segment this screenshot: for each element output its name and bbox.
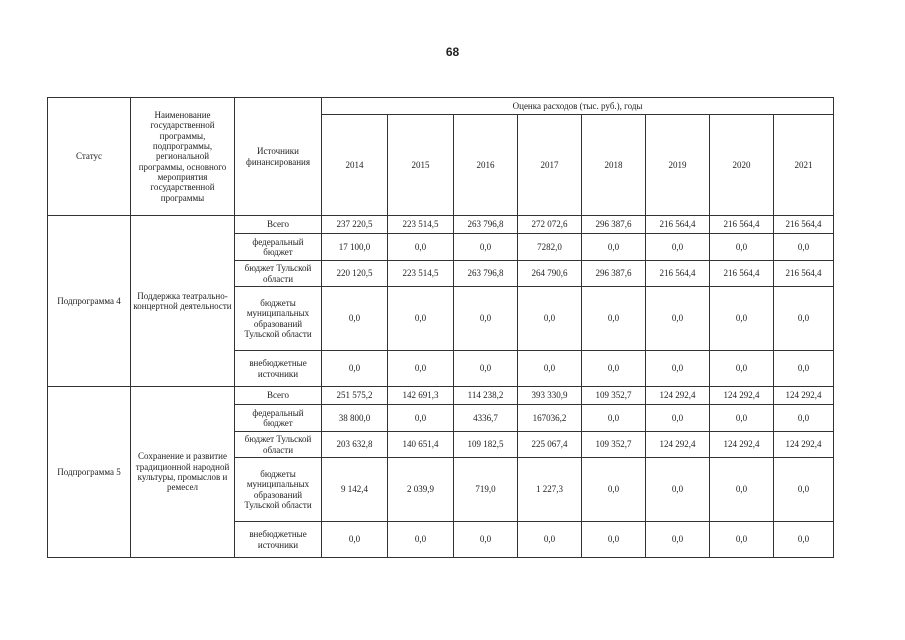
header-year: 2018 (582, 115, 646, 216)
expense-value: 263 796,8 (454, 261, 518, 287)
expense-value: 0,0 (388, 522, 454, 558)
expense-value: 9 142,4 (322, 458, 388, 522)
expense-value: 124 292,4 (710, 432, 774, 458)
expense-value: 0,0 (454, 287, 518, 351)
expense-value: 223 514,5 (388, 261, 454, 287)
expense-value: 114 238,2 (454, 387, 518, 405)
expense-value: 264 790,6 (518, 261, 582, 287)
expense-value: 0,0 (710, 351, 774, 387)
expense-value: 272 072,6 (518, 216, 582, 234)
funding-source: внебюджетные источники (235, 351, 322, 387)
expense-value: 237 220,5 (322, 216, 388, 234)
funding-source: бюджет Тульской области (235, 432, 322, 458)
expense-value: 124 292,4 (774, 432, 834, 458)
header-year: 2015 (388, 115, 454, 216)
expense-value: 0,0 (646, 287, 710, 351)
header-year: 2017 (518, 115, 582, 216)
expense-value: 296 387,6 (582, 261, 646, 287)
expense-value: 0,0 (582, 351, 646, 387)
expense-value: 216 564,4 (710, 261, 774, 287)
expense-value: 0,0 (322, 522, 388, 558)
expense-value: 1 227,3 (518, 458, 582, 522)
expense-value: 0,0 (518, 522, 582, 558)
expense-value: 251 575,2 (322, 387, 388, 405)
expense-value: 216 564,4 (774, 216, 834, 234)
expense-value: 17 100,0 (322, 234, 388, 261)
expense-value: 109 182,5 (454, 432, 518, 458)
program-name: Поддержка театрально-концертной деятельности (131, 216, 235, 387)
funding-source: федеральный бюджет (235, 234, 322, 261)
expense-value: 0,0 (646, 522, 710, 558)
expense-value: 0,0 (646, 234, 710, 261)
table-row (48, 387, 834, 405)
expense-value: 0,0 (710, 405, 774, 432)
expenses-table (47, 97, 834, 558)
expense-value: 203 632,8 (322, 432, 388, 458)
expense-value: 0,0 (388, 287, 454, 351)
expense-value: 167036,2 (518, 405, 582, 432)
table-row (48, 216, 834, 234)
funding-source: бюджеты муниципальных образований Тульской области (235, 287, 322, 351)
expense-value: 109 352,7 (582, 387, 646, 405)
funding-source: Всего (235, 387, 322, 405)
expense-value: 0,0 (710, 522, 774, 558)
header-year: 2021 (774, 115, 834, 216)
expense-value: 0,0 (774, 351, 834, 387)
header-year: 2014 (322, 115, 388, 216)
program-status: Подпрограмма 5 (48, 387, 131, 558)
header-status: Статус (48, 98, 131, 216)
funding-source: бюджеты муниципальных образований Тульской области (235, 458, 322, 522)
expense-value: 0,0 (454, 234, 518, 261)
header-year: 2019 (646, 115, 710, 216)
funding-source: внебюджетные источники (235, 522, 322, 558)
expense-value: 0,0 (646, 458, 710, 522)
expense-value: 0,0 (454, 522, 518, 558)
expense-value: 0,0 (774, 458, 834, 522)
expense-value: 263 796,8 (454, 216, 518, 234)
funding-source: федеральный бюджет (235, 405, 322, 432)
expense-value: 0,0 (518, 351, 582, 387)
expense-value: 0,0 (322, 287, 388, 351)
expense-value: 7282,0 (518, 234, 582, 261)
expense-value: 216 564,4 (710, 216, 774, 234)
expense-value: 0,0 (582, 458, 646, 522)
expense-value: 0,0 (582, 234, 646, 261)
header-source: Источники финансирования (235, 98, 322, 216)
header-name: Наименование государственной программы, подпрограммы, региональной программы, основного мероприятия государственной программы (131, 98, 235, 216)
expense-value: 0,0 (774, 405, 834, 432)
expense-value: 0,0 (582, 405, 646, 432)
expense-value: 0,0 (774, 234, 834, 261)
expense-value: 220 120,5 (322, 261, 388, 287)
header-year: 2016 (454, 115, 518, 216)
expense-value: 0,0 (322, 351, 388, 387)
page-number: 68 (445, 45, 460, 59)
expense-value: 38 800,0 (322, 405, 388, 432)
expense-value: 216 564,4 (774, 261, 834, 287)
expense-value: 124 292,4 (646, 387, 710, 405)
expense-value: 142 691,3 (388, 387, 454, 405)
expense-value: 0,0 (774, 287, 834, 351)
expense-value: 225 067,4 (518, 432, 582, 458)
expense-value: 0,0 (518, 287, 582, 351)
expense-value: 0,0 (710, 458, 774, 522)
header-expenses: Оценка расходов (тыс. руб.), годы (322, 98, 834, 115)
expense-value: 0,0 (388, 351, 454, 387)
expense-value: 4336,7 (454, 405, 518, 432)
expense-value: 0,0 (774, 522, 834, 558)
expense-value: 0,0 (646, 405, 710, 432)
expense-value: 719,0 (454, 458, 518, 522)
funding-source: Всего (235, 216, 322, 234)
expense-value: 0,0 (582, 522, 646, 558)
expense-value: 0,0 (646, 351, 710, 387)
expense-value: 296 387,6 (582, 216, 646, 234)
expense-value: 0,0 (388, 234, 454, 261)
expense-value: 0,0 (710, 287, 774, 351)
expense-value: 124 292,4 (774, 387, 834, 405)
funding-source: бюджет Тульской области (235, 261, 322, 287)
program-status: Подпрограмма 4 (48, 216, 131, 387)
expense-value: 223 514,5 (388, 216, 454, 234)
expense-value: 0,0 (710, 234, 774, 261)
expense-value: 0,0 (582, 287, 646, 351)
expense-value: 216 564,4 (646, 261, 710, 287)
expense-value: 0,0 (454, 351, 518, 387)
program-name: Сохранение и развитие традиционной народной культуры, промыслов и ремесел (131, 387, 235, 558)
expense-value: 393 330,9 (518, 387, 582, 405)
header-year: 2020 (710, 115, 774, 216)
expense-value: 0,0 (388, 405, 454, 432)
expense-value: 109 352,7 (582, 432, 646, 458)
expense-value: 140 651,4 (388, 432, 454, 458)
expense-value: 124 292,4 (646, 432, 710, 458)
expense-value: 216 564,4 (646, 216, 710, 234)
expense-value: 124 292,4 (710, 387, 774, 405)
expense-value: 2 039,9 (388, 458, 454, 522)
